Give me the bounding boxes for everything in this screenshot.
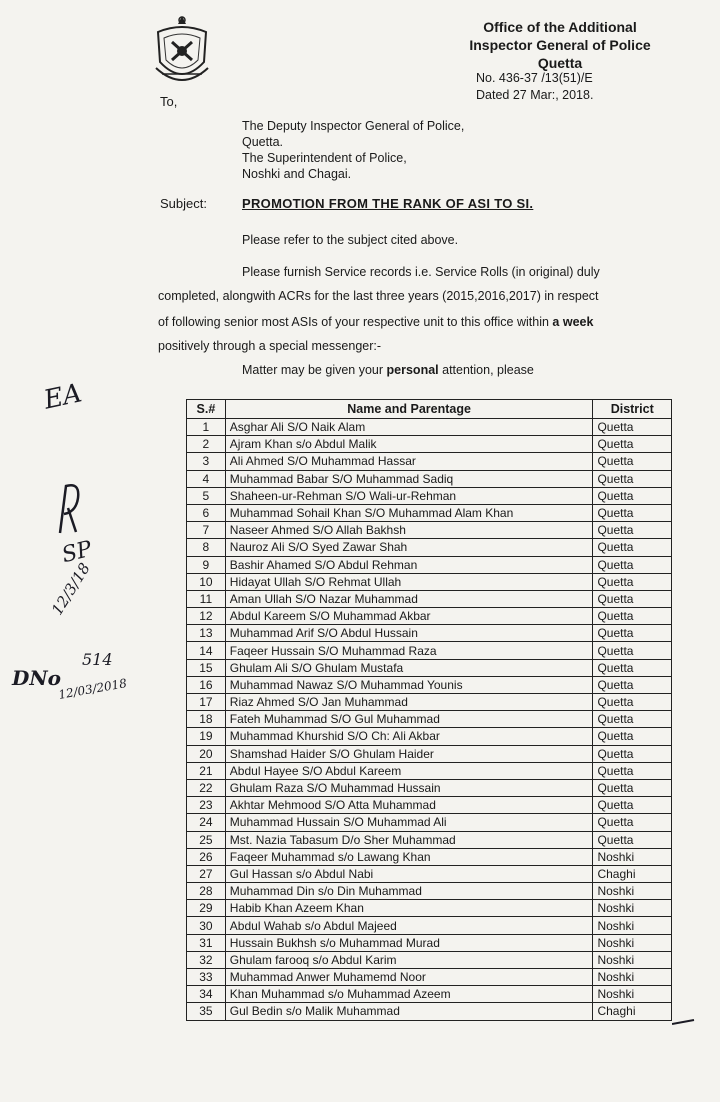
row-serial: 33 [187, 969, 226, 986]
table-row [187, 642, 672, 659]
paragraph-3-post: attention, please [442, 363, 534, 377]
table-row [187, 453, 672, 470]
office-header [440, 18, 680, 72]
row-district: Quetta [593, 487, 672, 504]
row-name: Muhammad Anwer Muhamemd Noor [225, 969, 593, 986]
row-name: Abdul Kareem S/O Muhammad Akbar [225, 608, 593, 625]
paragraph-2-line-1: Please furnish Service records i.e. Service Rolls (in original) duly [242, 265, 600, 279]
row-name: Gul Hassan s/o Abdul Nabi [225, 865, 593, 882]
row-serial: 2 [187, 436, 226, 453]
row-name: Shamshad Haider S/O Ghulam Haider [225, 745, 593, 762]
row-serial: 4 [187, 470, 226, 487]
table-row [187, 728, 672, 745]
office-line-2: Inspector General of Police [469, 37, 651, 53]
row-district: Noshki [593, 969, 672, 986]
row-district: Quetta [593, 590, 672, 607]
table-row [187, 831, 672, 848]
table-row [187, 1003, 672, 1020]
row-district: Noshki [593, 883, 672, 900]
handwritten-dno-date: 12/03/2018 [57, 676, 128, 702]
paragraph-2-line-3 [158, 312, 593, 333]
row-serial: 8 [187, 539, 226, 556]
row-name: Hidayat Ullah S/O Rehmat Ullah [225, 573, 593, 590]
row-name: Mst. Nazia Tabasum D/o Sher Muhammad [225, 831, 593, 848]
row-district: Quetta [593, 728, 672, 745]
row-district: Noshki [593, 986, 672, 1003]
row-name: Habib Khan Azeem Khan [225, 900, 593, 917]
row-name: Muhammad Babar S/O Muhammad Sadiq [225, 470, 593, 487]
row-district: Noshki [593, 900, 672, 917]
row-serial: 28 [187, 883, 226, 900]
table-row [187, 694, 672, 711]
row-district: Quetta [593, 436, 672, 453]
handwritten-scribble-icon [50, 478, 90, 538]
table-header-row [187, 400, 672, 419]
recipient-1 [242, 118, 464, 150]
table-row [187, 814, 672, 831]
recipient-2-line-1: The Superintendent of Police, [242, 151, 407, 165]
table-row [187, 934, 672, 951]
row-district: Quetta [593, 779, 672, 796]
table-row [187, 779, 672, 796]
row-name: Muhammad Hussain S/O Muhammad Ali [225, 814, 593, 831]
reference-block [476, 70, 593, 104]
row-district: Quetta [593, 522, 672, 539]
table-row [187, 625, 672, 642]
table-row [187, 969, 672, 986]
row-serial: 18 [187, 711, 226, 728]
subject-label: Subject: [160, 196, 207, 211]
row-name: Ghulam farooq s/o Abdul Karim [225, 951, 593, 968]
row-serial: 24 [187, 814, 226, 831]
row-district: Noshki [593, 934, 672, 951]
header-serial: S.# [187, 400, 226, 419]
row-name: Ghulam Ali S/O Ghulam Mustafa [225, 659, 593, 676]
row-name: Muhammad Din s/o Din Muhammad [225, 883, 593, 900]
row-district: Chaghi [593, 1003, 672, 1020]
handwritten-sp-date: 12/3/18 [47, 559, 94, 619]
row-serial: 30 [187, 917, 226, 934]
row-name: Ghulam Raza S/O Muhammad Hussain [225, 779, 593, 796]
table-row [187, 659, 672, 676]
row-serial: 35 [187, 1003, 226, 1020]
table-row [187, 608, 672, 625]
row-district: Quetta [593, 556, 672, 573]
table-row [187, 470, 672, 487]
row-serial: 3 [187, 453, 226, 470]
row-serial: 19 [187, 728, 226, 745]
row-district: Quetta [593, 745, 672, 762]
paragraph-2-line-4: positively through a special messenger:- [158, 339, 382, 353]
row-district: Quetta [593, 470, 672, 487]
row-district: Quetta [593, 711, 672, 728]
table-row [187, 797, 672, 814]
row-serial: 16 [187, 676, 226, 693]
row-district: Quetta [593, 762, 672, 779]
row-name: Muhammad Nawaz S/O Muhammad Younis [225, 676, 593, 693]
row-name: Faqeer Hussain S/O Muhammad Raza [225, 642, 593, 659]
paragraph-3 [242, 360, 534, 381]
row-name: Aman Ullah S/O Nazar Muhammad [225, 590, 593, 607]
table-row [187, 590, 672, 607]
row-name: Akhtar Mehmood S/O Atta Muhammad [225, 797, 593, 814]
row-name: Gul Bedin s/o Malik Muhammad [225, 1003, 593, 1020]
row-district: Quetta [593, 831, 672, 848]
table-row [187, 711, 672, 728]
header-district: District [593, 400, 672, 419]
row-serial: 5 [187, 487, 226, 504]
row-district: Quetta [593, 676, 672, 693]
reference-number: No. 436-37 /13(51)/E [476, 71, 593, 85]
to-label: To, [160, 94, 178, 109]
table-row [187, 883, 672, 900]
recipient-1-line-1: The Deputy Inspector General of Police, [242, 119, 465, 133]
table-row [187, 522, 672, 539]
table-row [187, 900, 672, 917]
table-row [187, 487, 672, 504]
handwritten-ea: EA [41, 378, 85, 416]
row-district: Quetta [593, 694, 672, 711]
row-name: Naseer Ahmed S/O Allah Bakhsh [225, 522, 593, 539]
table-row [187, 573, 672, 590]
row-serial: 27 [187, 865, 226, 882]
row-serial: 15 [187, 659, 226, 676]
table-row [187, 848, 672, 865]
row-district: Noshki [593, 917, 672, 934]
paragraph-3-pre: Matter may be given your [242, 363, 384, 377]
table-row [187, 556, 672, 573]
table-row [187, 917, 672, 934]
table-row [187, 951, 672, 968]
row-district: Quetta [593, 419, 672, 436]
row-district: Quetta [593, 625, 672, 642]
row-serial: 11 [187, 590, 226, 607]
recipient-2-line-2: Noshki and Chagai. [242, 167, 352, 181]
table-row [187, 986, 672, 1003]
row-serial: 32 [187, 951, 226, 968]
row-name: Bashir Ahamed S/O Abdul Rehman [225, 556, 593, 573]
row-serial: 23 [187, 797, 226, 814]
office-line-3: Quetta [537, 55, 583, 71]
row-serial: 21 [187, 762, 226, 779]
row-serial: 13 [187, 625, 226, 642]
asi-table [186, 399, 672, 1021]
row-serial: 14 [187, 642, 226, 659]
row-serial: 9 [187, 556, 226, 573]
paragraph-1: Please refer to the subject cited above. [242, 233, 459, 247]
table-row [187, 745, 672, 762]
row-district: Quetta [593, 504, 672, 521]
table-row [187, 436, 672, 453]
recipient-2 [242, 150, 407, 182]
handwritten-sp: SP [59, 536, 95, 569]
table-row [187, 676, 672, 693]
row-serial: 34 [187, 986, 226, 1003]
table-row [187, 539, 672, 556]
paragraph-2-line-3-text: of following senior most ASIs of your respective unit to this office within [158, 315, 549, 329]
row-name: Muhammad Arif S/O Abdul Hussain [225, 625, 593, 642]
recipient-1-line-2: Quetta. [242, 135, 283, 149]
row-name: Shaheen-ur-Rehman S/O Wali-ur-Rehman [225, 487, 593, 504]
row-serial: 1 [187, 419, 226, 436]
row-district: Noshki [593, 848, 672, 865]
deadline-emphasis: a week [552, 315, 594, 329]
row-serial: 10 [187, 573, 226, 590]
row-district: Quetta [593, 453, 672, 470]
table-body [187, 419, 672, 1021]
paragraph-3-bold: personal [386, 363, 439, 377]
row-name: Abdul Wahab s/o Abdul Majeed [225, 917, 593, 934]
row-serial: 31 [187, 934, 226, 951]
row-district: Quetta [593, 642, 672, 659]
header-name: Name and Parentage [225, 400, 593, 419]
row-district: Quetta [593, 814, 672, 831]
letter-date: Dated 27 Mar:, 2018. [476, 88, 594, 102]
row-serial: 17 [187, 694, 226, 711]
row-district: Quetta [593, 659, 672, 676]
row-serial: 22 [187, 779, 226, 796]
row-serial: 26 [187, 848, 226, 865]
pen-mark-icon [672, 1016, 696, 1030]
office-line-1: Office of the Additional [483, 19, 637, 35]
table-row [187, 865, 672, 882]
row-name: Khan Muhammad s/o Muhammad Azeem [225, 986, 593, 1003]
row-district: Quetta [593, 573, 672, 590]
handwritten-dno-label: DNo [12, 666, 61, 690]
row-district: Quetta [593, 608, 672, 625]
row-district: Quetta [593, 539, 672, 556]
row-serial: 6 [187, 504, 226, 521]
row-serial: 7 [187, 522, 226, 539]
row-district: Noshki [593, 951, 672, 968]
paragraph-2-line-2: completed, alongwith ACRs for the last three years (2015,2016,2017) in respect [158, 289, 599, 303]
police-emblem-icon [148, 12, 216, 90]
row-name: Muhammad Sohail Khan S/O Muhammad Alam Khan [225, 504, 593, 521]
row-district: Chaghi [593, 865, 672, 882]
table-row [187, 419, 672, 436]
row-district: Quetta [593, 797, 672, 814]
row-name: Hussain Bukhsh s/o Muhammad Murad [225, 934, 593, 951]
row-name: Ali Ahmed S/O Muhammad Hassar [225, 453, 593, 470]
row-name: Abdul Hayee S/O Abdul Kareem [225, 762, 593, 779]
row-name: Nauroz Ali S/O Syed Zawar Shah [225, 539, 593, 556]
row-serial: 29 [187, 900, 226, 917]
row-serial: 20 [187, 745, 226, 762]
table-row [187, 504, 672, 521]
row-name: Muhammad Khurshid S/O Ch: Ali Akbar [225, 728, 593, 745]
handwritten-dno-number: 514 [82, 650, 113, 669]
row-serial: 12 [187, 608, 226, 625]
row-name: Asghar Ali S/O Naik Alam [225, 419, 593, 436]
row-name: Faqeer Muhammad s/o Lawang Khan [225, 848, 593, 865]
row-name: Ajram Khan s/o Abdul Malik [225, 436, 593, 453]
row-name: Riaz Ahmed S/O Jan Muhammad [225, 694, 593, 711]
subject-text: PROMOTION FROM THE RANK OF ASI TO SI. [242, 196, 534, 211]
row-serial: 25 [187, 831, 226, 848]
table-row [187, 762, 672, 779]
row-name: Fateh Muhammad S/O Gul Muhammad [225, 711, 593, 728]
